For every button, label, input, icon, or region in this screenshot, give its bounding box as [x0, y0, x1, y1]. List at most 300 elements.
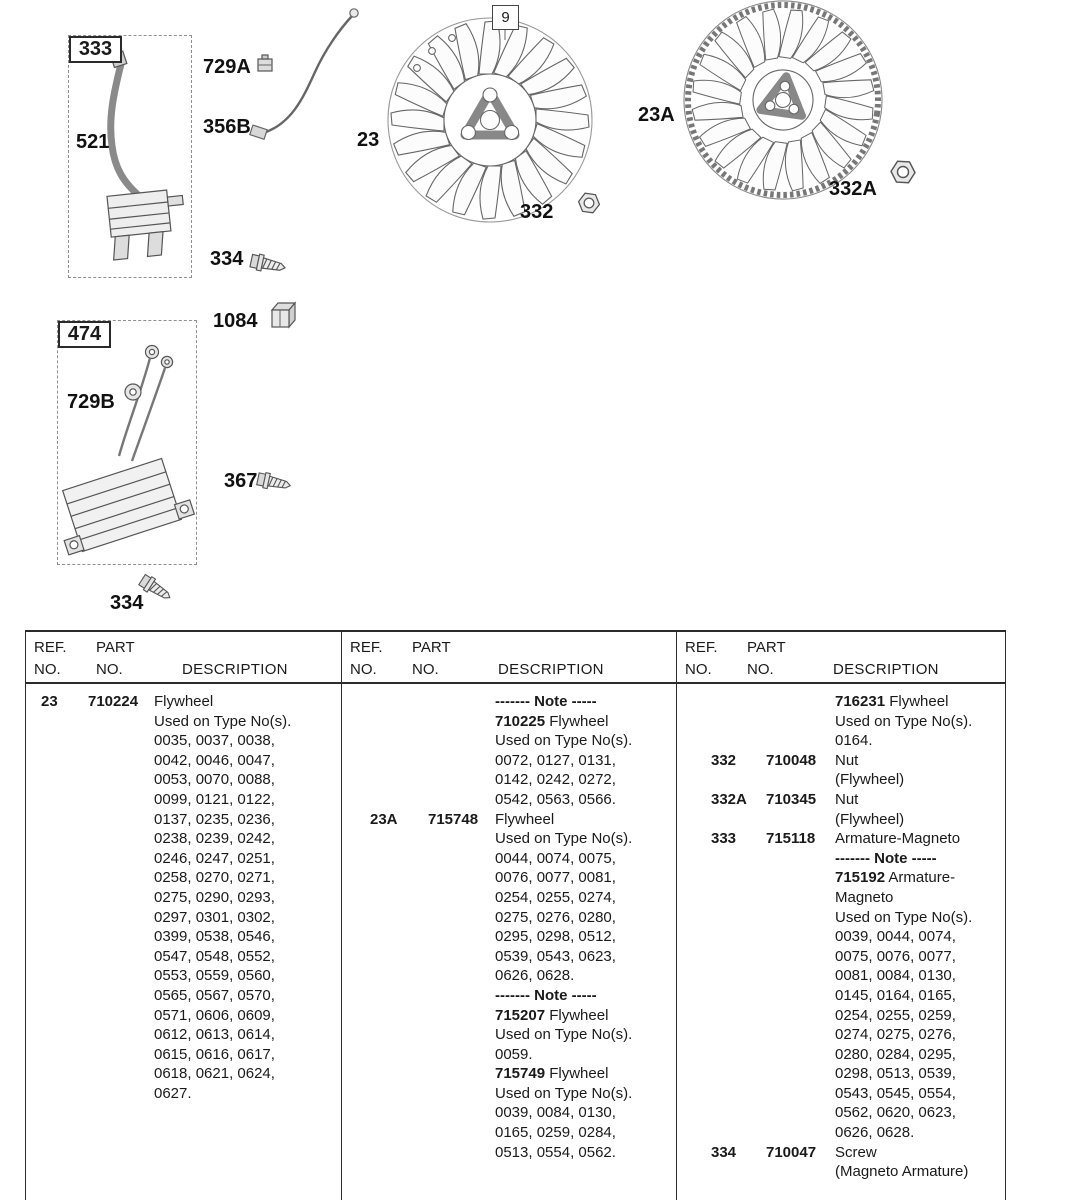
part-no-cell [766, 888, 835, 908]
description-cell: 0246, 0247, 0251, [154, 849, 275, 867]
description-cell: 715749 Flywheel [495, 1065, 609, 1083]
ref-no-cell [370, 731, 428, 751]
table-row [342, 868, 676, 888]
ref-no-cell [41, 1064, 88, 1084]
ref-no-cell: 23 [41, 693, 58, 710]
part-no-cell: 710048 [766, 751, 817, 769]
ref-no-cell [41, 1045, 88, 1065]
interlock-1084-icon [272, 303, 295, 327]
description-cell: 0571, 0606, 0609, [154, 1006, 275, 1024]
table-row [677, 712, 1005, 732]
ref-no-cell [370, 692, 428, 712]
part-label-729B: 729B [67, 391, 115, 413]
description-cell: 0553, 0559, 0560, [154, 967, 275, 985]
part-no-cell [88, 770, 154, 790]
part-no-cell [88, 1045, 154, 1065]
part-no-cell [428, 1006, 495, 1026]
table-row [677, 790, 1005, 810]
table-row [677, 927, 1005, 947]
header-text: NO. [34, 661, 61, 678]
part-no-cell [766, 986, 835, 1006]
description-cell: 0142, 0242, 0272, [495, 771, 616, 789]
description-cell: 715192 Armature- [835, 869, 956, 887]
ref-no-cell [711, 947, 766, 967]
table-row [26, 1084, 341, 1104]
description-cell: Used on Type No(s). [495, 1026, 633, 1044]
header-text: REF. [34, 639, 67, 656]
stop-wire-356B-drawing [250, 9, 358, 139]
header-text: NO. [350, 661, 377, 678]
parts-table [25, 630, 1006, 1200]
ref-no-cell [711, 1064, 766, 1084]
ref-no-header [685, 639, 747, 678]
column-body [26, 684, 341, 1103]
description-cell: 0254, 0255, 0259, [835, 1006, 956, 1024]
header-text: PART [96, 639, 135, 656]
description-cell: (Magneto Armature) [835, 1163, 969, 1181]
table-row [26, 888, 341, 908]
description-cell: ------- Note ----- [495, 986, 597, 1004]
table-row [26, 712, 341, 732]
ref-no-cell [41, 810, 88, 830]
part-no-header [747, 639, 821, 678]
part-no-cell [766, 1103, 835, 1123]
part-no-cell [428, 1123, 495, 1143]
table-row [26, 1006, 341, 1026]
description-cell: 0615, 0616, 0617, [154, 1045, 275, 1063]
table-row [342, 829, 676, 849]
description-cell: 0039, 0044, 0074, [835, 928, 956, 946]
column-header [342, 632, 676, 684]
table-row [677, 966, 1005, 986]
part-no-cell [428, 1045, 495, 1065]
screw-334-top-icon [250, 253, 287, 276]
table-row [677, 1162, 1005, 1182]
ref-no-cell [41, 868, 88, 888]
description-cell: Flywheel [154, 693, 214, 710]
ref-no-cell: 333 [711, 830, 737, 848]
table-row [677, 1084, 1005, 1104]
part-no-cell [428, 1103, 495, 1123]
table-row [26, 849, 341, 869]
ref-no-cell [711, 966, 766, 986]
ref-no-cell [370, 790, 428, 810]
ref-no-cell [41, 927, 88, 947]
ref-no-cell [711, 849, 766, 869]
part-label-334-top: 334 [210, 248, 244, 270]
parts-table-column-2 [341, 632, 676, 1200]
table-row [342, 1006, 676, 1026]
table-row [677, 1123, 1005, 1143]
ref-no-cell [41, 908, 88, 928]
part-no-cell [766, 692, 835, 712]
table-row [342, 1084, 676, 1104]
ref-no-cell [370, 1123, 428, 1143]
part-no-cell [88, 1025, 154, 1045]
part-no-cell [88, 1006, 154, 1026]
table-row [26, 829, 341, 849]
part-no-header [96, 639, 170, 678]
description-cell: Magneto [835, 888, 894, 906]
ref-no-cell [370, 1045, 428, 1065]
table-row [342, 1143, 676, 1163]
table-row [342, 849, 676, 869]
table-row [677, 947, 1005, 967]
part-no-cell [88, 751, 154, 771]
part-no-cell [428, 888, 495, 908]
description-cell: 0399, 0538, 0546, [154, 928, 275, 946]
table-row [677, 770, 1005, 790]
ref-no-cell [711, 1123, 766, 1143]
part-no-cell [766, 810, 835, 830]
description-cell: 0612, 0613, 0614, [154, 1026, 275, 1044]
description-cell: 0626, 0628. [835, 1124, 915, 1142]
part-no-header [412, 639, 486, 678]
table-row [677, 888, 1005, 908]
description-cell: 0044, 0074, 0075, [495, 849, 616, 867]
ref-no-cell [370, 751, 428, 771]
table-row [677, 1064, 1005, 1084]
table-row [342, 966, 676, 986]
ref-no-cell [370, 1064, 428, 1084]
description-cell: ------- Note ----- [835, 849, 937, 867]
description-cell: (Flywheel) [835, 810, 905, 828]
ref-no-cell: 332A [711, 790, 747, 808]
part-no-cell [766, 1025, 835, 1045]
description-cell: 0076, 0077, 0081, [495, 869, 616, 887]
ref-no-cell [711, 810, 766, 830]
part-no-cell [766, 868, 835, 888]
table-row [342, 810, 676, 830]
part-no-cell [428, 966, 495, 986]
description-cell: 0099, 0121, 0122, [154, 790, 275, 808]
ref-no-cell [711, 888, 766, 908]
ref-no-cell [370, 1006, 428, 1026]
part-no-cell [88, 927, 154, 947]
part-no-cell [766, 731, 835, 751]
table-row [342, 986, 676, 1006]
part-no-cell [428, 1084, 495, 1104]
ref-no-cell [41, 751, 88, 771]
ref-no-cell: 332 [711, 751, 737, 769]
table-row [26, 1025, 341, 1045]
armature-333-drawing [107, 51, 188, 260]
column-header [677, 632, 1005, 684]
part-no-cell [428, 829, 495, 849]
ref-no-cell [711, 1006, 766, 1026]
ref-no-cell [41, 1025, 88, 1045]
description-cell: Nut [835, 790, 859, 808]
ref-no-cell [370, 829, 428, 849]
ref-no-cell [711, 868, 766, 888]
description-cell: 0254, 0255, 0274, [495, 888, 616, 906]
table-row [342, 770, 676, 790]
table-row [342, 712, 676, 732]
description-cell: 0039, 0084, 0130, [495, 1104, 616, 1122]
part-no-cell [428, 731, 495, 751]
description-cell: 0547, 0548, 0552, [154, 947, 275, 965]
part-no-cell [766, 966, 835, 986]
description-cell: 0565, 0567, 0570, [154, 986, 275, 1004]
ref-no-cell [41, 770, 88, 790]
table-row [342, 1045, 676, 1065]
part-no-cell [766, 849, 835, 869]
table-row [26, 751, 341, 771]
group-box-label-333: 333 [69, 36, 122, 63]
ref-no-cell [41, 849, 88, 869]
description-cell: Used on Type No(s). [835, 908, 973, 926]
description-cell: 0145, 0164, 0165, [835, 986, 956, 1004]
ref-no-cell [711, 927, 766, 947]
ref-no-cell [370, 770, 428, 790]
description-cell: Used on Type No(s). [495, 1084, 633, 1102]
table-row [677, 908, 1005, 928]
ref-no-cell [711, 731, 766, 751]
description-header [821, 639, 1005, 678]
table-row [26, 731, 341, 751]
ref-no-cell [41, 1006, 88, 1026]
ref-no-cell [41, 986, 88, 1006]
part-no-cell [766, 1006, 835, 1026]
ref-no-cell [711, 1025, 766, 1045]
table-row [677, 1045, 1005, 1065]
description-cell: 0295, 0298, 0512, [495, 928, 616, 946]
part-no-cell: 715748 [428, 810, 479, 828]
part-no-cell [88, 790, 154, 810]
part-no-cell [88, 986, 154, 1006]
table-row [677, 1103, 1005, 1123]
table-row [677, 868, 1005, 888]
ref-no-cell [41, 731, 88, 751]
ref-no-cell [370, 1143, 428, 1163]
ref-no-cell [711, 986, 766, 1006]
description-cell: 0238, 0239, 0242, [154, 830, 275, 848]
ref-no-cell [370, 868, 428, 888]
description-cell: 715207 Flywheel [495, 1006, 609, 1024]
part-no-cell [428, 751, 495, 771]
header-text: REF. [685, 639, 718, 656]
ref-no-header [34, 639, 96, 678]
part-label-23A: 23A [638, 104, 675, 126]
description-cell: Used on Type No(s). [154, 712, 292, 730]
description-cell: 0275, 0276, 0280, [495, 908, 616, 926]
ref-no-cell [370, 849, 428, 869]
table-row [342, 908, 676, 928]
table-row [342, 790, 676, 810]
part-no-cell [428, 986, 495, 1006]
description-cell: ------- Note ----- [495, 693, 597, 710]
header-text: PART [412, 639, 451, 656]
table-row [26, 986, 341, 1006]
description-cell: Armature-Magneto [835, 830, 961, 848]
ref-no-cell [370, 712, 428, 732]
table-row [26, 770, 341, 790]
part-no-cell [88, 712, 154, 732]
nut-332A-icon [890, 161, 915, 183]
part-label-367: 367 [224, 470, 258, 492]
part-no-cell [88, 868, 154, 888]
part-no-cell [428, 868, 495, 888]
part-no-cell [428, 1025, 495, 1045]
part-no-cell [428, 927, 495, 947]
header-text: REF. [350, 639, 383, 656]
part-no-cell [766, 712, 835, 732]
table-row [26, 966, 341, 986]
part-no-cell [766, 1045, 835, 1065]
description-cell: Screw [835, 1143, 877, 1161]
description-cell: 0274, 0275, 0276, [835, 1026, 956, 1044]
part-no-cell [766, 1084, 835, 1104]
part-no-cell [88, 908, 154, 928]
part-no-cell [428, 849, 495, 869]
ref-no-cell [370, 1025, 428, 1045]
ref-no-cell [41, 1084, 88, 1104]
description-cell: 0137, 0235, 0236, [154, 810, 275, 828]
part-no-cell [88, 849, 154, 869]
table-row [677, 751, 1005, 771]
ref-no-cell [711, 1103, 766, 1123]
table-row [342, 927, 676, 947]
header-text: NO. [685, 661, 712, 678]
part-no-cell [88, 829, 154, 849]
ring-terminal-729B-icon [125, 384, 141, 400]
group-box-label-474: 474 [58, 321, 111, 348]
ref-no-cell [711, 1084, 766, 1104]
parts-table-column-1 [26, 632, 341, 1200]
description-cell: Used on Type No(s). [495, 732, 633, 750]
part-no-cell [88, 1064, 154, 1084]
description-cell: 0072, 0127, 0131, [495, 751, 616, 769]
ref-no-cell [370, 888, 428, 908]
screw-367-icon [256, 471, 291, 493]
ref-no-cell [370, 927, 428, 947]
part-label-356B: 356B [203, 116, 251, 138]
table-row [26, 790, 341, 810]
part-no-cell [766, 947, 835, 967]
table-row [677, 986, 1005, 1006]
ref-no-cell [711, 1045, 766, 1065]
part-no-cell [88, 1084, 154, 1104]
description-cell: 0298, 0513, 0539, [835, 1065, 956, 1083]
part-no-cell [766, 1162, 835, 1182]
header-text: PART [747, 639, 786, 656]
ref-no-cell: 23A [370, 810, 398, 828]
ref-no-cell [711, 692, 766, 712]
part-no-cell [766, 1123, 835, 1143]
table-row [342, 751, 676, 771]
description-cell: 0513, 0554, 0562. [495, 1143, 616, 1161]
table-row [26, 810, 341, 830]
part-label-23: 23 [357, 129, 380, 151]
armature-474-drawing [49, 346, 194, 556]
description-cell: 0626, 0628. [495, 967, 575, 985]
part-no-cell: 710047 [766, 1143, 817, 1161]
ref-no-cell [711, 1162, 766, 1182]
description-cell: 0297, 0301, 0302, [154, 908, 275, 926]
nut-332-icon [577, 192, 600, 213]
description-cell: 710225 Flywheel [495, 712, 609, 730]
part-no-cell [428, 712, 495, 732]
table-row [26, 868, 341, 888]
description-cell: 0539, 0543, 0623, [495, 947, 616, 965]
description-cell: 0165, 0259, 0284, [495, 1124, 616, 1142]
description-cell: 0258, 0270, 0271, [154, 869, 275, 887]
ref-no-cell: 334 [711, 1143, 737, 1161]
header-text: DESCRIPTION [833, 661, 939, 678]
parts-table-column-3 [676, 632, 1005, 1200]
ref-no-cell [711, 770, 766, 790]
part-no-cell [88, 947, 154, 967]
description-cell: 716231 Flywheel [835, 693, 949, 710]
part-no-cell [88, 731, 154, 751]
description-cell: 0035, 0037, 0038, [154, 732, 275, 750]
table-row [26, 908, 341, 928]
table-row [677, 1006, 1005, 1026]
table-row [26, 1045, 341, 1065]
part-no-cell [428, 1064, 495, 1084]
part-no-cell: 715118 [766, 830, 816, 848]
table-row [677, 731, 1005, 751]
ref-no-cell [370, 1084, 428, 1104]
description-cell: Used on Type No(s). [835, 712, 973, 730]
part-no-cell [88, 810, 154, 830]
header-text: NO. [747, 661, 774, 678]
column-body [342, 684, 676, 1162]
table-row [677, 1143, 1005, 1163]
table-row [677, 692, 1005, 712]
part-no-cell [766, 1064, 835, 1084]
flywheel-23-drawing [388, 18, 592, 222]
ref-no-cell [711, 712, 766, 732]
part-no-cell [766, 908, 835, 928]
part-label-332: 332 [520, 201, 554, 223]
header-text: NO. [412, 661, 439, 678]
part-label-1084: 1084 [213, 310, 258, 332]
ref-no-cell [370, 908, 428, 928]
description-cell: 0164. [835, 732, 873, 750]
description-cell: 0075, 0076, 0077, [835, 947, 956, 965]
table-row [342, 888, 676, 908]
description-header [486, 639, 676, 678]
description-cell: 0543, 0545, 0554, [835, 1084, 956, 1102]
table-row [342, 692, 676, 712]
table-row [342, 947, 676, 967]
ref-no-cell [370, 1103, 428, 1123]
part-no-cell [88, 966, 154, 986]
description-cell: 0627. [154, 1084, 192, 1102]
part-no-cell [766, 927, 835, 947]
ref-no-cell [41, 947, 88, 967]
page-callout-9: 9 [492, 5, 519, 30]
description-cell: 0059. [495, 1045, 533, 1063]
table-row [677, 810, 1005, 830]
table-row [26, 692, 341, 712]
ref-no-cell [711, 908, 766, 928]
description-cell: 0042, 0046, 0047, [154, 751, 275, 769]
description-cell: 0053, 0070, 0088, [154, 771, 275, 789]
part-label-521: 521 [76, 131, 110, 153]
ref-no-cell [41, 966, 88, 986]
table-row [342, 1103, 676, 1123]
table-row [677, 1025, 1005, 1045]
part-no-cell [88, 888, 154, 908]
part-no-cell [428, 947, 495, 967]
ref-no-header [350, 639, 412, 678]
description-cell: 0618, 0621, 0624, [154, 1065, 275, 1083]
ref-no-cell [41, 712, 88, 732]
table-row [342, 1123, 676, 1143]
part-no-cell [428, 770, 495, 790]
